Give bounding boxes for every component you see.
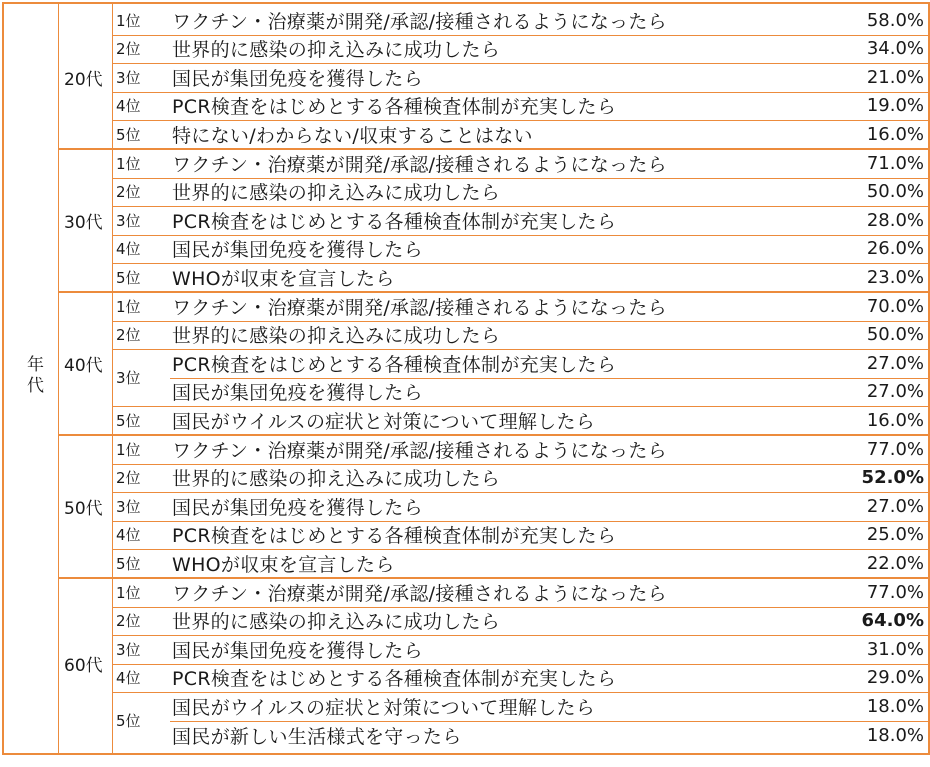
row-divider: [112, 464, 928, 465]
row-rank: 3位: [116, 497, 141, 516]
row-divider: [112, 635, 928, 636]
row-rank: 3位: [116, 211, 141, 230]
row-rank: 2位: [116, 40, 141, 59]
row-divider: [112, 63, 928, 64]
row-item: ワクチン・治療薬が開発/承認/接種されるようになったら: [172, 10, 667, 33]
row-value: 70.0%: [866, 295, 924, 317]
row-value: 52.0%: [861, 467, 924, 489]
row-rank: 5位: [116, 411, 141, 430]
category-text: 年代: [23, 355, 43, 397]
row-item: ワクチン・治療薬が開発/承認/接種されるようになったら: [172, 439, 667, 462]
row-divider: [112, 607, 928, 608]
row-value: 18.0%: [866, 724, 924, 746]
row-item: PCR検査をはじめとする各種検査体制が充実したら: [172, 210, 617, 233]
row-rank: 5位: [116, 554, 141, 573]
row-divider: [112, 692, 928, 693]
row-item: 世界的に感染の抑え込みに成功したら: [172, 325, 501, 348]
row-value: 25.0%: [866, 524, 924, 546]
row-rank: 1位: [116, 11, 141, 30]
age-label: 20代: [64, 69, 103, 90]
row-value: 26.0%: [866, 238, 924, 260]
row-rank: 5位: [116, 268, 141, 287]
row-rank: 2位: [116, 326, 141, 345]
row-divider: [112, 35, 928, 36]
row-item: 国民がウイルスの症状と対策について理解したら: [172, 410, 596, 433]
row-item: ワクチン・治療薬が開発/承認/接種されるようになったら: [172, 153, 667, 176]
age-label: 30代: [64, 212, 103, 233]
row-item: 特にない/わからない/収束することはない: [172, 124, 533, 147]
row-value: 64.0%: [861, 610, 924, 632]
row-value: 27.0%: [866, 352, 924, 374]
row-divider: [112, 120, 928, 121]
row-value: 34.0%: [866, 38, 924, 60]
row-value: 77.0%: [866, 581, 924, 603]
row-divider: [170, 378, 928, 379]
row-divider: [112, 92, 928, 93]
row-value: 19.0%: [866, 95, 924, 117]
row-value: 27.0%: [866, 381, 924, 403]
age-label: 40代: [64, 355, 103, 376]
row-rank: 3位: [116, 640, 141, 659]
row-value: 29.0%: [866, 667, 924, 689]
row-value: 23.0%: [866, 266, 924, 288]
row-value: 21.0%: [866, 66, 924, 88]
row-item: 国民が集団免疫を獲得したら: [172, 639, 423, 662]
row-rank: 1位: [116, 297, 141, 316]
row-rank: 3位: [116, 369, 141, 387]
row-rank: 2位: [116, 612, 141, 631]
row-rank: 2位: [116, 469, 141, 488]
row-item: 国民が集団免疫を獲得したら: [172, 496, 423, 519]
age-label: 50代: [64, 498, 103, 519]
row-item: PCR検査をはじめとする各種検査体制が充実したら: [172, 525, 617, 548]
row-value: 77.0%: [866, 438, 924, 460]
row-value: 22.0%: [866, 552, 924, 574]
row-value: 18.0%: [866, 695, 924, 717]
row-item: ワクチン・治療薬が開発/承認/接種されるようになったら: [172, 582, 667, 605]
row-item: 国民が集団免疫を獲得したら: [172, 382, 423, 405]
row-value: 28.0%: [866, 209, 924, 231]
row-rank: 4位: [116, 669, 141, 688]
row-divider: [112, 349, 928, 350]
row-value: 27.0%: [866, 495, 924, 517]
row-value: 50.0%: [866, 181, 924, 203]
row-item: 国民が新しい生活様式を守ったら: [172, 725, 462, 748]
row-divider: [112, 321, 928, 322]
row-item: PCR検査をはじめとする各種検査体制が充実したら: [172, 96, 617, 119]
group-divider: [58, 434, 928, 436]
row-item: 国民が集団免疫を獲得したら: [172, 239, 423, 262]
row-item: 世界的に感染の抑え込みに成功したら: [172, 468, 501, 491]
row-item: 世界的に感染の抑え込みに成功したら: [172, 182, 501, 205]
row-rank: 1位: [116, 583, 141, 602]
category-label: [22, 355, 42, 403]
row-rank: 4位: [116, 526, 141, 545]
row-divider: [112, 178, 928, 179]
row-item: PCR検査をはじめとする各種検査体制が充実したら: [172, 353, 617, 376]
row-value: 16.0%: [866, 409, 924, 431]
row-divider: [112, 664, 928, 665]
row-divider: [112, 235, 928, 236]
row-value: 71.0%: [866, 152, 924, 174]
row-rank: 1位: [116, 154, 141, 173]
age-label: 60代: [64, 656, 103, 676]
row-divider: [112, 406, 928, 407]
row-item: 国民がウイルスの症状と対策について理解したら: [172, 696, 596, 719]
group-divider: [58, 148, 928, 150]
row-rank: 5位: [116, 125, 141, 144]
column-divider: [112, 4, 113, 753]
row-divider: [112, 206, 928, 207]
row-divider: [112, 521, 928, 522]
row-rank: 1位: [116, 440, 141, 459]
row-divider: [170, 721, 928, 722]
row-value: 31.0%: [866, 638, 924, 660]
row-value: 58.0%: [866, 9, 924, 31]
row-rank: 5位: [116, 712, 141, 731]
row-divider: [112, 549, 928, 550]
row-divider: [112, 492, 928, 493]
row-item: WHOが収束を宣言したら: [172, 267, 395, 290]
group-divider: [58, 291, 928, 293]
row-value: 16.0%: [866, 123, 924, 145]
group-divider: [58, 577, 928, 579]
row-item: PCR検査をはじめとする各種検査体制が充実したら: [172, 668, 617, 691]
row-item: ワクチン・治療薬が開発/承認/接種されるようになったら: [172, 296, 667, 319]
row-rank: 2位: [116, 183, 141, 202]
row-item: WHOが収束を宣言したら: [172, 553, 395, 576]
row-rank: 3位: [116, 68, 141, 87]
column-divider: [58, 4, 59, 753]
row-item: 国民が集団免疫を獲得したら: [172, 67, 423, 90]
row-value: 50.0%: [866, 324, 924, 346]
row-item: 世界的に感染の抑え込みに成功したら: [172, 39, 501, 62]
row-divider: [112, 263, 928, 264]
row-item: 世界的に感染の抑え込みに成功したら: [172, 611, 501, 634]
row-rank: 4位: [116, 97, 141, 116]
row-rank: 4位: [116, 240, 141, 259]
